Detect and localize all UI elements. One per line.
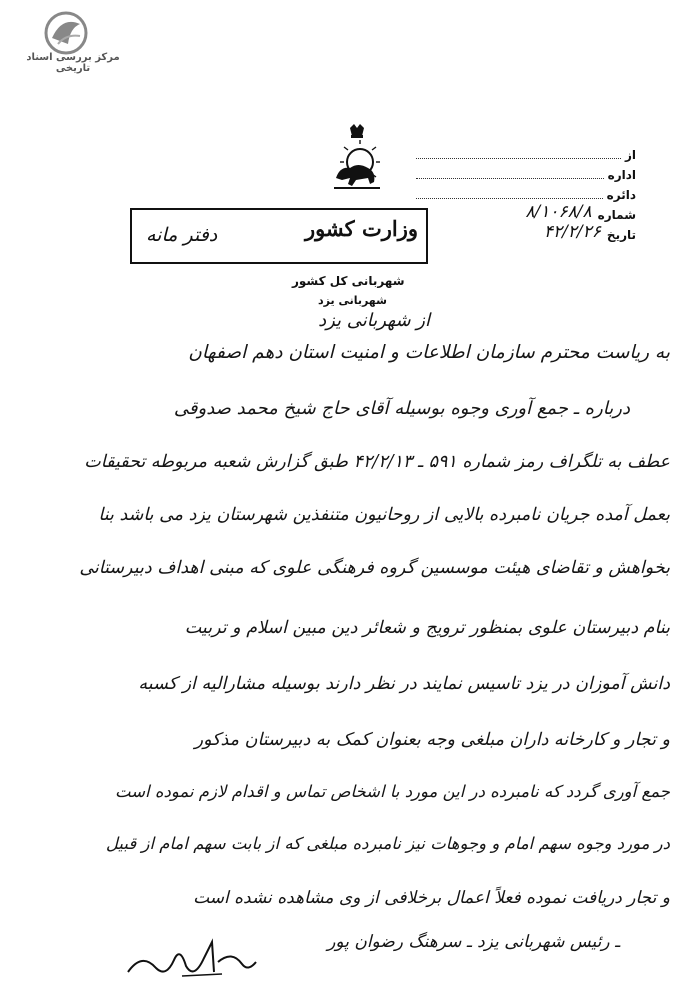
subject-line: درباره ـ جمع آوری وجوه بوسیله آقای حاج شیخ محمد صدوقی: [173, 398, 630, 419]
ministry-stamp-box: [130, 208, 428, 264]
department-yazd-police: شهربانی یزد: [318, 294, 387, 307]
body-line-5: دانش آموزان در یزد تاسیس نمایند در نظر دارند بوسیله مشارالیه از کسبه: [138, 674, 670, 694]
signature-title-line: ـ رئیس شهربانی یزد ـ سرهنگ رضوان پور: [327, 932, 620, 952]
department-national-police: شهربانی کل کشور: [292, 274, 405, 288]
ministry-name: وزارت کشور: [304, 216, 418, 241]
handwritten-signature: [122, 932, 262, 982]
stamp-handwriting: دفتر مانه: [146, 224, 218, 246]
body-line-8: در مورد وجوه سهم امام و وجوهات نیز نامبرده مبلغی که از بابت سهم امام از قبیل: [105, 834, 670, 853]
lion-and-sun-crown-emblem-icon: [326, 122, 388, 192]
letter-header-fields: [416, 142, 636, 242]
body-line-2: بعمل آمده جریان نامبرده بالایی از روحانیون متنفذین شهرستان یزد می باشد بنا: [98, 505, 670, 525]
field-office: اداره: [416, 162, 636, 182]
archive-center-name: مرکز بررسی اسناد تاریخی: [26, 52, 120, 74]
letter-date: ۴۲/۲/۲۶: [543, 222, 601, 242]
field-division-dotline: [416, 198, 603, 199]
sender-line: از شهربانی یزد: [318, 310, 430, 331]
body-line-9: و تجار دریافت نموده فعلاً اعمال برخلافی از وی مشاهده نشده است: [193, 888, 670, 908]
letter-number: ۸/۱۰۶۸/۸: [525, 202, 592, 222]
body-line-4: بنام دبیرستان علوی بمنظور ترویج و شعائر دین مبین اسلام و تربیت: [184, 618, 670, 638]
recipient-line: به ریاست محترم سازمان اطلاعات و امنیت استان دهم اصفهان: [188, 342, 670, 363]
field-from: از: [416, 142, 636, 162]
body-line-3: بخواهش و تقاضای هیئت موسسین گروه فرهنگی علوی که مبنی اهداف دبیرستانی: [79, 558, 670, 578]
field-office-dotline: [416, 178, 604, 179]
field-number: شماره ۸/۱۰۶۸/۸: [525, 202, 636, 222]
field-division: دائره: [416, 182, 636, 202]
body-line-6: و تجار و کارخانه داران مبلغی وجه بعنوان کمک به دبیرستان مذکور: [194, 730, 670, 750]
body-line-7: جمع آوری گردد که نامبرده در این مورد با اشخاص تماس و اقدام لازم نموده است: [115, 782, 670, 801]
body-line-1: عطف به تلگراف رمز شماره ۵۹۱ ـ ۴۲/۲/۱۳ طبق گزارش شعبه مربوطه تحقیقات: [84, 452, 670, 472]
field-date: تاریخ ۴۲/۲/۲۶: [543, 222, 636, 242]
archive-center-logo-icon: [40, 10, 92, 56]
field-from-dotline: [416, 158, 621, 159]
